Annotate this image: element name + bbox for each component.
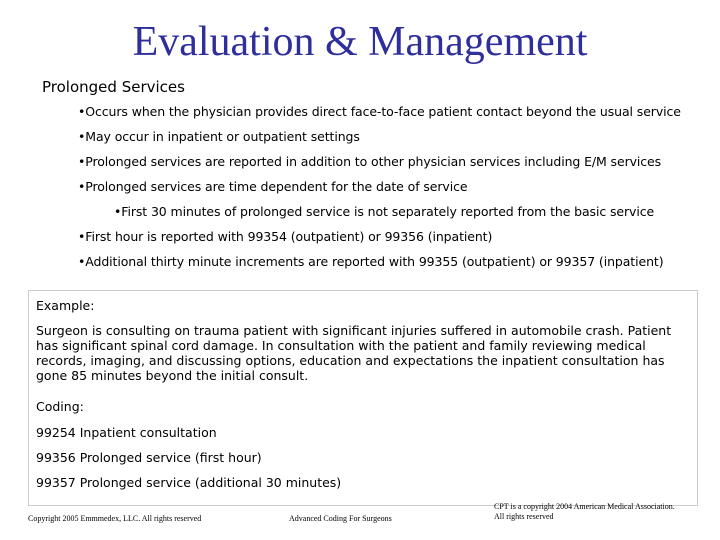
footer-copyright: Copyright 2005 Emmmedex, LLC. All rights reserved — [28, 514, 202, 523]
bullet-item: •Additional thirty minute increments are reported with 99355 (outpatient) or 99357 (inpatient) — [78, 254, 664, 269]
bullet-item: •First hour is reported with 99354 (outpatient) or 99356 (inpatient) — [78, 229, 493, 244]
bullet-item: •Prolonged services are reported in addition to other physician services including E/M services — [78, 154, 662, 169]
footer-cpt-notice: CPT is a copyright 2004 American Medical Association. — [494, 502, 675, 511]
slide-subtitle: Prolonged Services — [42, 78, 185, 96]
bullet-item: •Occurs when the physician provides direct face-to-face patient contact beyond the usual service — [78, 104, 681, 119]
sub-bullet-item: •First 30 minutes of prolonged service is not separately reported from the basic service — [114, 204, 655, 219]
code-line: 99254 Inpatient consultation — [36, 425, 217, 440]
coding-heading: Coding: — [36, 399, 84, 414]
code-line: 99357 Prolonged service (additional 30 minutes) — [36, 475, 342, 490]
bullet-item: •Prolonged services are time dependent for the date of service — [78, 179, 468, 194]
example-heading: Example: — [36, 298, 95, 313]
code-line: 99356 Prolonged service (first hour) — [36, 450, 262, 465]
footer-course-title: Advanced Coding For Surgeons — [289, 514, 392, 523]
example-paragraph: Surgeon is consulting on trauma patient with significant injuries suffered in automobile crash. Patient has significant spinal cord damage. In consultation with the patient and family reviewing medical records, imaging, and discussing options, education and expectations the inpatient consultation has gone 85 minutes beyond the initial consult. — [36, 323, 672, 383]
footer-rights: All rights reserved — [494, 512, 554, 521]
slide-title: Evaluation & Management — [132, 19, 588, 65]
bullet-item: •May occur in inpatient or outpatient settings — [78, 129, 360, 144]
